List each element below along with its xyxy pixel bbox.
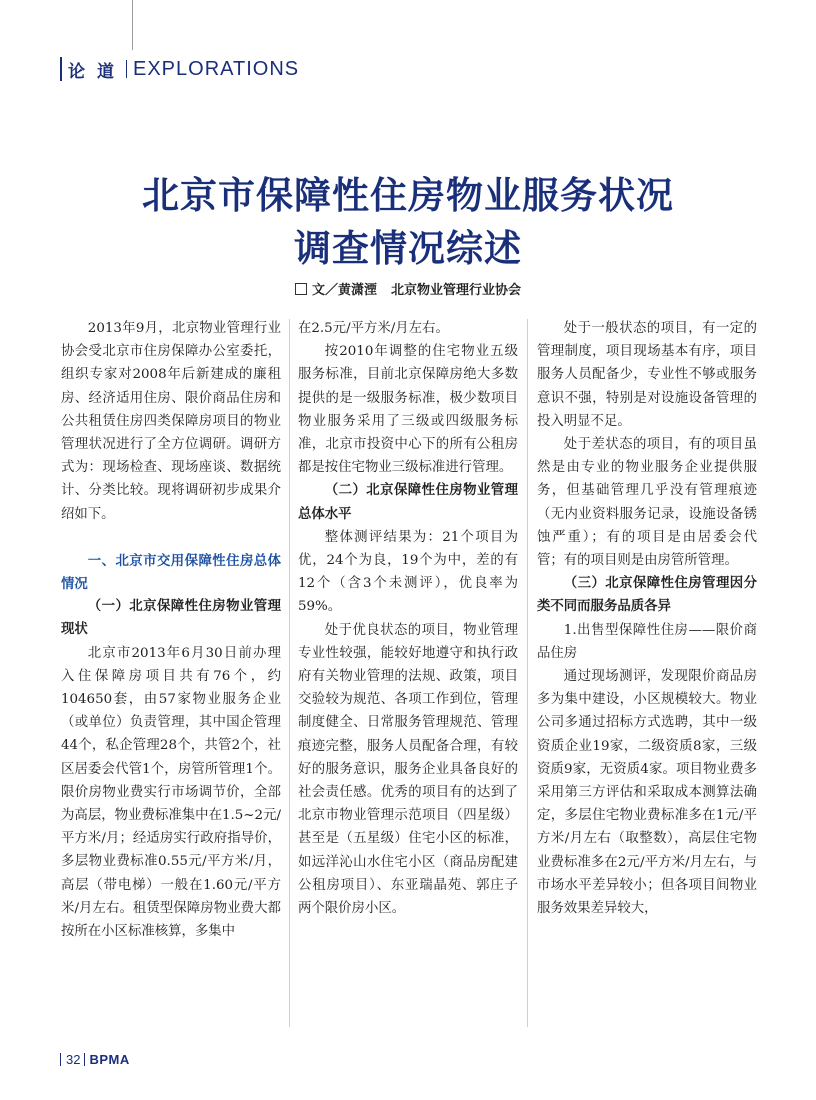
paragraph: 按2010年调整的住宅物业五级服务标准，目前北京保障房绝大多数提供的是一级服务标准，极少数项目物业服务采用了三级或四级服务标准，北京市投资中心下的所有公租房都是按住宅物业三级标准进行管理。: [298, 344, 518, 476]
text-column-3: [537, 317, 757, 920]
paragraph: 1.出售型保障性住房——限价商品住房: [537, 622, 757, 661]
text-column-2: [298, 317, 518, 920]
paragraph: 通过现场测评，发现限价商品房多为集中建设，小区规模较大。物业公司多通过招标方式选聘，其中一级资质企业19家，二级资质8家，三级资质9家，无资质4家。项目物业费多采用第三方评估和采取成本测算法确定，多层住宅物业费标准多在1元/平方米/月左右（取整数），高层住宅物业费标准多在2元/平方米/月左右，与市场水平差异较小；但各项目间物业服务效果差异较大，: [537, 669, 757, 917]
footer-rule: [60, 1053, 61, 1066]
article-title-line2: 调查情况综述: [294, 227, 522, 270]
paragraph: 2013年9月，北京物业管理行业协会受北京市住房保障办公室委托，组织专家对2008年后新建成的廉租房、经济适用住房、限价商品住房和公共租赁住房四类保障房项目的物业管理状况进行了全方位调研。调研方式为：现场检查、现场座谈、数据统计、分类比较。现将调研初步成果介绍如下。: [61, 321, 281, 522]
paragraph: 处于优良状态的项目，物业管理专业性较强，能较好地遵守和执行政府有关物业管理的法规、政策，项目交验较为规范、各项工作到位，管理制度健全、日常服务管理规范、管理痕迹完整，服务人员配备合理，有较好的服务意识，服务企业具备良好的社会责任感。优秀的项目有的达到了北京市物业管理示范项目（四星级）甚至是（五星级）住宅小区的标准，如远洋沁山水住宅小区（商品房配建公租房项目）、东亚瑞晶苑、郭庄子两个限价房小区。: [298, 622, 518, 917]
paragraph: 北京市2013年6月30日前办理入住保障房项目共有76个，约104650套，由57家物业服务企业（或单位）负责管理，其中国企管理44个，私企管理28个，共管2个，社区居委会代管1个，房管所管理1个。限价房物业费实行市场调节价，全部为高层，物业费标准集中在1.5~2元/平方米/月；经适房实行政府指导价，多层物业费标准0.55元/平方米/月，高层（带电梯）一般在1.60元/平方米/月左右。租赁型保障房物业费大都按所在小区标准核算，多集中: [61, 645, 281, 940]
paragraph: 整体测评结果为：21个项目为优，24个为良，19个为中，差的有12个（含3个未测评），优良率为59%。: [298, 529, 518, 615]
paragraph: 在2.5元/平方米/月左右。: [298, 321, 449, 336]
column-divider: [289, 319, 290, 1027]
section-label-en: EXPLORATIONS: [133, 57, 300, 80]
magazine-name: BPMA: [89, 1052, 130, 1067]
paragraph: 处于差状态的项目，有的项目虽然是由专业的物业服务企业提供服务，但基础管理几乎没有管理痕迹（无内业资料服务记录，设施设备锈蚀严重）；有的项目是由居委会代管；有的项目则是由房管所管理。: [537, 437, 757, 569]
byline: [0, 279, 816, 298]
footer-separator: [84, 1053, 85, 1066]
page-number: 32: [66, 1052, 81, 1067]
section-header: [60, 57, 299, 81]
subsection-heading: （二）北京保障性住房物业管理总体水平: [298, 482, 518, 522]
text-column-1: [61, 317, 281, 943]
subsection-heading: （一）北京保障性住房物业管理现状: [61, 598, 281, 638]
subsection-heading: （三）北京保障性住房管理因分类不同而服务品质各异: [537, 575, 757, 615]
paragraph: 处于一般状态的项目，有一定的管理制度，项目现场基本有序，项目服务人员配备少，专业性不够或服务意识不强，特别是对设施设备管理的投入明显不足。: [537, 321, 757, 429]
byline-prefix: 文／: [311, 283, 338, 298]
square-icon: [295, 283, 307, 295]
section-label-cn: 论道: [68, 61, 126, 82]
author-organization: 北京物业管理行业协会: [391, 283, 522, 298]
section-heading: 一、北京市交用保障性住房总体情况: [61, 552, 281, 592]
top-rule: [132, 0, 133, 50]
author-name: 黄潇湮: [337, 283, 377, 298]
section-separator: [126, 60, 127, 78]
page-footer: [60, 1052, 130, 1067]
column-divider: [527, 319, 528, 1027]
article-title-line1: 北京市保障性住房物业服务状况: [142, 174, 674, 217]
